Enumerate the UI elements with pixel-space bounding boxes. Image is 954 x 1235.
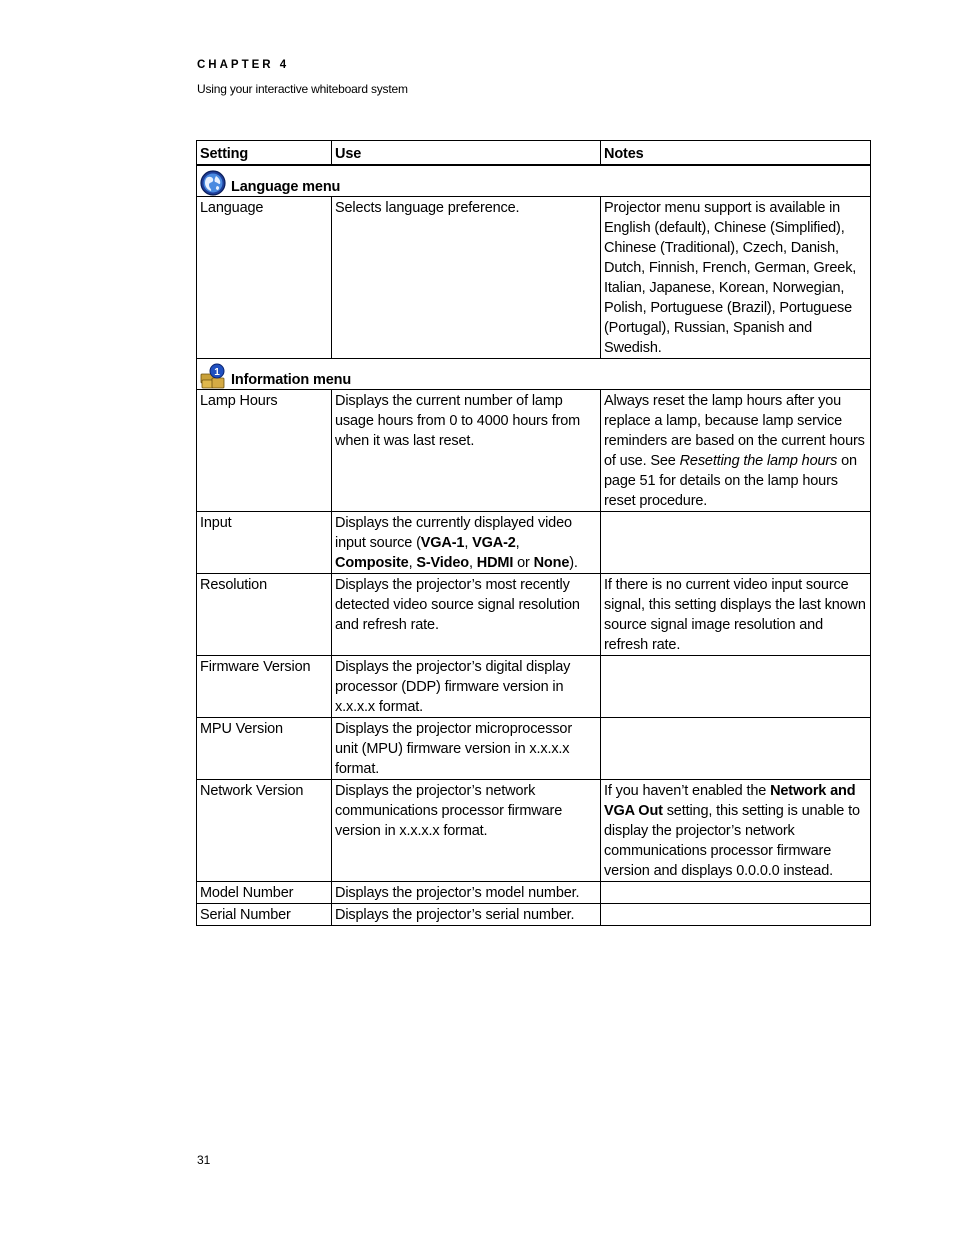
setting-cell: Resolution <box>197 574 332 656</box>
table-row <box>197 656 871 718</box>
language-menu-row <box>197 165 871 197</box>
notes-cell <box>601 904 871 926</box>
language-menu-title: Language menu <box>231 179 341 195</box>
language-menu-cell <box>197 165 871 197</box>
notes-cell <box>601 882 871 904</box>
input-source-option: VGA-1 <box>420 535 465 551</box>
use-cell: Displays the current number of lamp usage hours from 0 to 4000 hours from when it was last reset. <box>332 390 601 512</box>
setting-cell: Serial Number <box>197 904 332 926</box>
table-row <box>197 882 871 904</box>
use-cell: Displays the projector’s serial number. <box>332 904 601 926</box>
use-cell: Displays the projector’s digital display processor (DDP) firmware version in x.x.x.x format. <box>332 656 601 718</box>
separator: , <box>469 555 477 571</box>
information-menu-row <box>197 359 871 390</box>
column-header-setting: Setting <box>197 141 332 166</box>
table-row <box>197 574 871 656</box>
notes-text: setting, this setting is unable to display the projector’s network communications processor firmware version and displays 0.0.0.0 instead. <box>604 803 860 879</box>
setting-reference: Network and VGA Out <box>604 783 856 819</box>
table-row <box>197 780 871 882</box>
setting-cell: Model Number <box>197 882 332 904</box>
separator: , <box>408 555 417 571</box>
table-row <box>197 904 871 926</box>
input-source-option: S-Video <box>416 555 470 571</box>
information-menu-title: Information menu <box>231 372 352 388</box>
use-cell: Displays the projector’s network communications processor firmware version in x.x.x.x format. <box>332 780 601 882</box>
table-header-row <box>197 141 871 166</box>
setting-cell: Network Version <box>197 780 332 882</box>
use-text: Displays the currently displayed video input source ( <box>335 515 572 551</box>
globe-icon <box>200 170 226 196</box>
use-cell <box>332 512 601 574</box>
notes-text: on page 51 for details on the lamp hours reset procedure. <box>604 453 857 509</box>
information-menu-cell <box>197 359 871 390</box>
settings-table <box>196 140 871 926</box>
separator: or <box>513 555 534 571</box>
information-icon <box>200 363 226 389</box>
column-header-use: Use <box>332 141 601 166</box>
notes-text: Always reset the lamp hours after you replace a lamp, because lamp service reminders are based on the current hours of use. See <box>604 393 865 469</box>
chapter-heading: CHAPTER 4 <box>197 59 290 71</box>
notes-text: If you haven’t enabled the <box>604 783 771 799</box>
use-cell: Displays the projector’s most recently detected video source signal resolution and refresh rate. <box>332 574 601 656</box>
input-source-option: Composite <box>335 555 409 571</box>
notes-cell <box>601 718 871 780</box>
separator: , <box>515 535 520 551</box>
svg-text:1: 1 <box>214 367 220 378</box>
use-cell: Displays the projector’s model number. <box>332 882 601 904</box>
input-source-option: HDMI <box>476 555 514 571</box>
setting-cell: MPU Version <box>197 718 332 780</box>
notes-cell: Projector menu support is available in English (default), Chinese (Simplified), Chinese (Traditional), Czech, Danish, Dutch, Finnish, French, German, Greek, Italian, Japanese, Korean, Norwegian, Polish, Portuguese (Brazil), Portuguese (Portugal), Russian, Spanish and Swedish. <box>601 197 871 359</box>
notes-cell <box>601 656 871 718</box>
setting-cell: Language <box>197 197 332 359</box>
notes-cell: If there is no current video input source signal, this setting displays the last known source signal image resolution and refresh rate. <box>601 574 871 656</box>
use-text: ). <box>569 555 578 571</box>
use-cell: Selects language preference. <box>332 197 601 359</box>
notes-cell <box>601 390 871 512</box>
column-header-notes: Notes <box>601 141 871 166</box>
page-number: 31 <box>197 1153 211 1167</box>
cross-reference: Resetting the lamp hours <box>679 453 838 469</box>
table-row <box>197 390 871 512</box>
setting-cell: Lamp Hours <box>197 390 332 512</box>
use-cell: Displays the projector microprocessor unit (MPU) firmware version in x.x.x.x format. <box>332 718 601 780</box>
chapter-subtitle: Using your interactive whiteboard system <box>197 82 408 96</box>
setting-cell: Input <box>197 512 332 574</box>
setting-cell: Firmware Version <box>197 656 332 718</box>
notes-cell <box>601 512 871 574</box>
separator: , <box>464 535 473 551</box>
table-row <box>197 197 871 359</box>
table-row <box>197 512 871 574</box>
input-source-option: VGA-2 <box>472 535 516 551</box>
notes-cell <box>601 780 871 882</box>
table-row <box>197 718 871 780</box>
input-source-option: None <box>533 555 570 571</box>
